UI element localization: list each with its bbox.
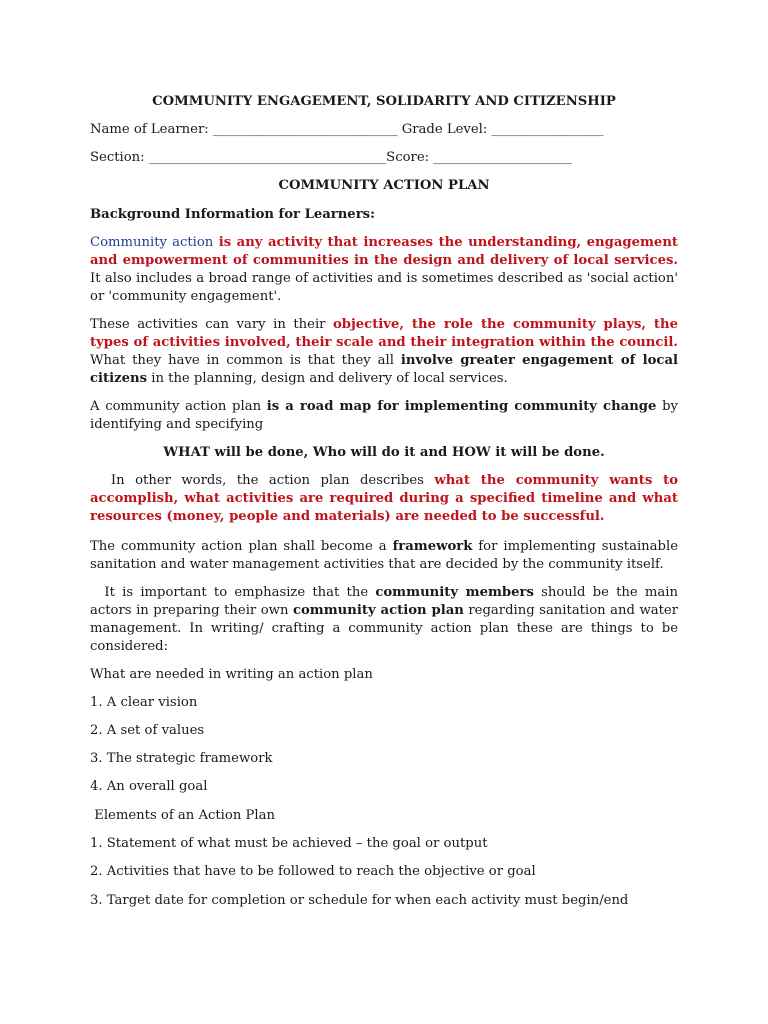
paragraph-road-map bbox=[90, 398, 678, 434]
background-heading: Background Information for Learners: bbox=[90, 207, 375, 222]
paragraph-activities bbox=[90, 316, 678, 388]
community-action-plan-bold: community action plan bbox=[292, 603, 464, 618]
callout-what-who-how: WHAT will be done, Who will do it and HOW it will be done. bbox=[163, 445, 605, 460]
engagement-bold: involve greater engagement of local citizens bbox=[90, 353, 678, 386]
elements-intro: Elements of an Action Plan bbox=[90, 808, 275, 823]
text-span: A community action plan bbox=[90, 399, 267, 414]
text-span: What they have in common is that they all bbox=[90, 353, 401, 368]
paragraph-emphasize bbox=[90, 584, 683, 656]
text-span: in the planning, design and delivery of local services. bbox=[147, 371, 508, 386]
text-span: The community action plan shall become a bbox=[90, 539, 393, 554]
community-members-bold: community members bbox=[375, 585, 534, 600]
framework-bold: framework bbox=[392, 539, 473, 554]
document-subtitle: COMMUNITY ACTION PLAN bbox=[278, 178, 490, 193]
list-item: 4. An overall goal bbox=[90, 779, 208, 794]
text-span: It is important to emphasize that the bbox=[90, 585, 376, 600]
list-item: 3. Target date for completion or schedule for when each activity must begin/end bbox=[90, 893, 629, 908]
section-score-line: Section: ____________________________________Score: _____________________ bbox=[90, 150, 572, 165]
text-span: These activities can vary in their bbox=[90, 317, 333, 332]
needed-intro: What are needed in writing an action plan bbox=[90, 667, 373, 682]
list-item: 1. A clear vision bbox=[90, 695, 198, 710]
paragraph-framework bbox=[90, 538, 678, 574]
text-span: for implementing sustainable sanitation and water management activities that are decided by the community itself. bbox=[90, 539, 679, 572]
road-map-bold: is a road map for implementing community change bbox=[266, 399, 657, 414]
name-grade-line: Name of Learner: ____________________________ Grade Level: _________________ bbox=[90, 122, 604, 137]
document-title: COMMUNITY ENGAGEMENT, SOLIDARITY AND CITIZENSHIP bbox=[152, 94, 616, 109]
paragraph-community-action bbox=[90, 234, 678, 306]
definition-highlight: is any activity that increases the understanding, engagement and empowerment of communities in the design and delivery of local services. bbox=[90, 235, 678, 268]
term-community-action: Community action bbox=[90, 235, 214, 250]
list-item: 3. The strategic framework bbox=[90, 751, 273, 766]
text-span: regarding sanitation and water management. In writing/ crafting a community action plan these are things to be considered: bbox=[90, 603, 683, 654]
list-item: 1. Statement of what must be achieved – the goal or output bbox=[90, 836, 488, 851]
list-item: 2. Activities that have to be followed to reach the objective or goal bbox=[90, 864, 536, 879]
text-span: should be the main actors in preparing their own bbox=[90, 585, 683, 618]
text-span: In other words, the action plan describes bbox=[90, 473, 435, 488]
paragraph-in-other-words bbox=[90, 472, 683, 526]
text-span: by identifying and specifying bbox=[90, 399, 678, 432]
definition-rest: It also includes a broad range of activities and is sometimes described as 'social action' or 'community engagement'. bbox=[90, 271, 678, 304]
activities-highlight: objective, the role the community plays, the types of activities involved, their scale and their integration within the council. bbox=[90, 317, 678, 350]
list-item: 2. A set of values bbox=[90, 723, 205, 738]
action-plan-highlight: what the community wants to accomplish, what activities are required during a specified timeline and what resources (money, people and materials) are needed to be successful. bbox=[90, 473, 683, 524]
